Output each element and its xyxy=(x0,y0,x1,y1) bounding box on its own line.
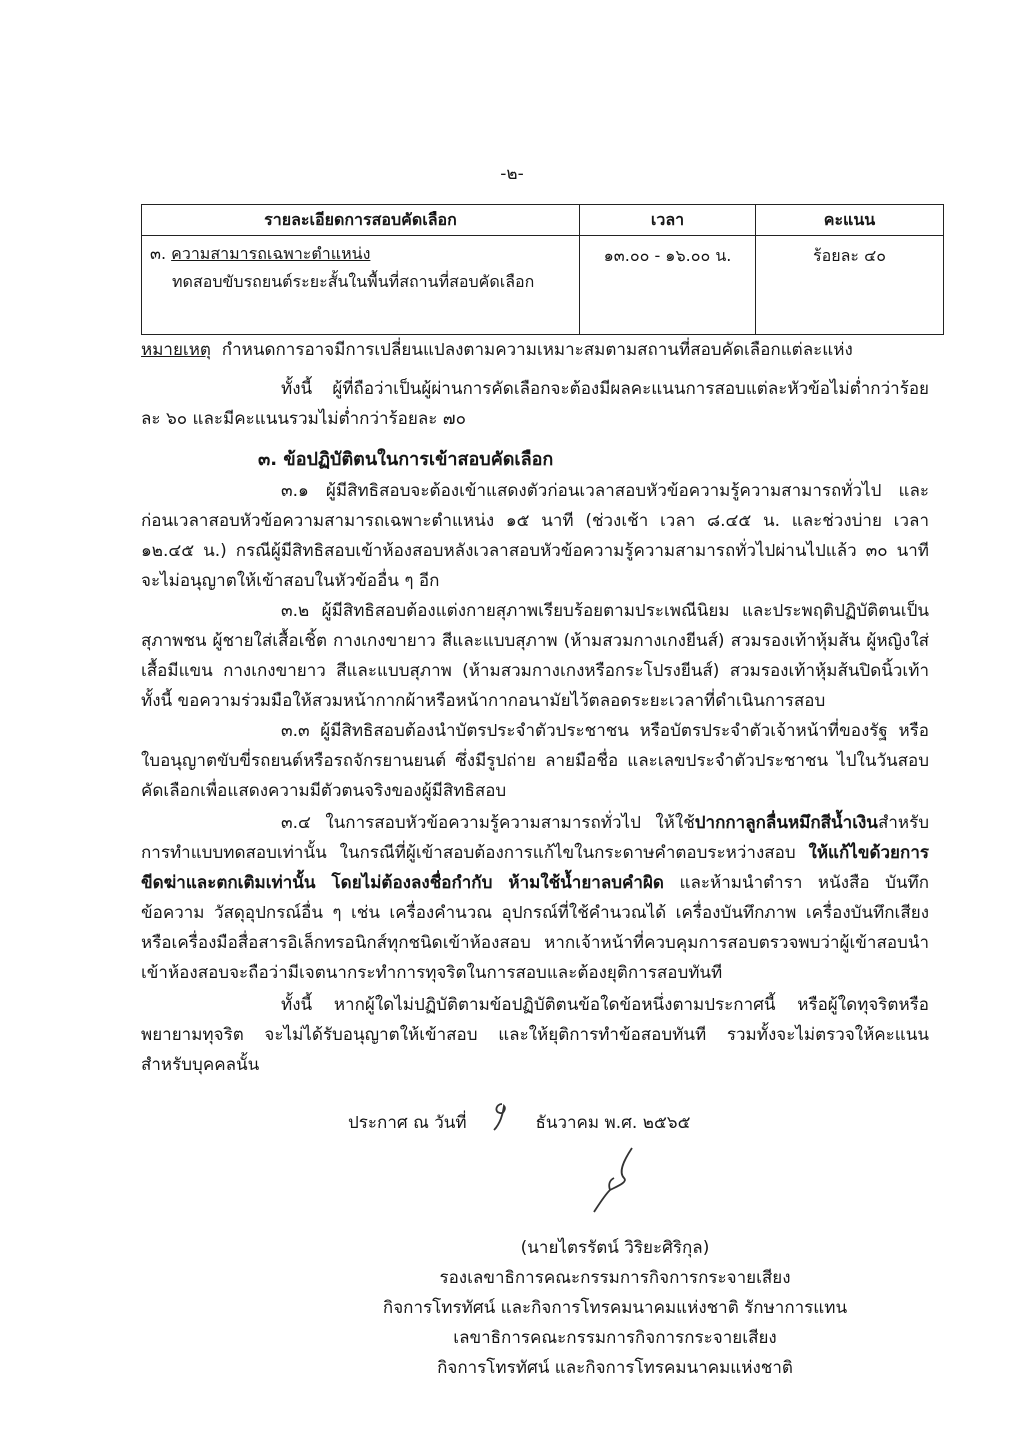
announcement-date-line xyxy=(348,1108,690,1136)
cell-time: ๑๓.๐๐ - ๑๖.๐๐ น. xyxy=(580,236,756,335)
table-row xyxy=(142,236,944,335)
signature-image xyxy=(580,1140,660,1225)
signatory-title-1: รองเลขาธิการคณะกรรมการกิจการกระจายเสียง xyxy=(439,1268,791,1288)
announcement-month-year: ธันวาคม พ.ศ. ๒๕๖๕ xyxy=(535,1113,691,1133)
paragraph-3-2 xyxy=(141,596,929,716)
item-title: ความสามารถเฉพาะตำแหน่ง xyxy=(171,244,371,263)
item-detail: ทดสอบขับรถยนต์ระยะสั้นในพื้นที่สถานที่สอบคัดเลือก xyxy=(172,272,535,291)
paragraph-3-1 xyxy=(141,476,929,596)
signatory-title-2: กิจการโทรทัศน์ และกิจการโทรคมนาคมแห่งชาติ รักษาการแทน xyxy=(382,1298,848,1318)
paragraph-3-1-text: ๓.๑ ผู้มีสิทธิสอบจะต้องเข้าแสดงตัวก่อนเวลาสอบหัวข้อความรู้ความสามารถทั่วไป และก่อนเวลาสอบหัวข้อความสามารถเฉพาะตำแหน่ง ๑๕ นาที (ช่วงเช้า เวลา ๘.๔๕ น. และช่วงบ่าย เวลา ๑๒.๔๕ น.) กรณีผู้มีสิทธิสอบเข้าห้องสอบหลังเวลาสอบหัวข้อความรู้ความสามารถทั่วไปผ่านไปแล้ว ๓๐ นาที จะไม่อนุญาตให้เข้าสอบในหัวข้ออื่น ๆ อีก xyxy=(141,481,929,591)
pass-criteria-text: ทั้งนี้ ผู้ที่ถือว่าเป็นผู้ผ่านการคัดเลือกจะต้องมีผลคะแนนการสอบแต่ละหัวข้อไม่ต่ำกว่าร้อยละ ๖๐ และมีคะแนนรวมไม่ต่ำกว่าร้อยละ ๗๐ xyxy=(141,379,929,429)
paragraph-3-3-text: ๓.๓ ผู้มีสิทธิสอบต้องนำบัตรประจำตัวประชาชน หรือบัตรประจำตัวเจ้าหน้าที่ของรัฐ หรือใบอนุญาตขับขี่รถยนต์หรือรถจักรยานยนต์ ซึ่งมีรูปถ่าย ลายมือชื่อ และเลขประจำตัวประชาชน ไปในวันสอบคัดเลือกเพื่อแสดงความมีตัวตนจริงของผู้มีสิทธิสอบ xyxy=(141,721,929,801)
note xyxy=(141,336,941,363)
page-number: -๒- xyxy=(500,164,524,184)
table-header-row xyxy=(142,205,944,236)
pass-criteria-paragraph xyxy=(141,374,929,434)
paragraph-3-4-d: ให้แก้ไขด้วยการขีดฆ่าและตกเติมเท่านั้น โดยไม่ต้องลงชื่อกำกับ ห้ามใช้น้ำยาลบคำผิด xyxy=(141,843,929,893)
handwritten-day xyxy=(472,1108,530,1128)
closing-text: ทั้งนี้ หากผู้ใดไม่ปฏิบัติตามข้อปฏิบัติตนข้อใดข้อหนึ่งตามประกาศนี้ หรือผู้ใดทุจริตหรือพยายามทุจริต จะไม่ได้รับอนุญาตให้เข้าสอบ และให้ยุติการทำข้อสอบทันที รวมทั้งจะไม่ตรวจให้คะแนนสำหรับบุคคลนั้น xyxy=(141,995,929,1075)
header-detail: รายละเอียดการสอบคัดเลือก xyxy=(142,205,580,236)
signatory-name: (นายไตรรัตน์ วิริยะศิริกุล) xyxy=(520,1238,710,1258)
signatory-title-3: เลขาธิการคณะกรรมการกิจการกระจายเสียง xyxy=(453,1328,777,1348)
paragraph-3-4 xyxy=(141,808,929,988)
paragraph-3-4-b: ปากกาลูกลื่นหมึกสีน้ำเงิน xyxy=(694,813,878,833)
header-score: คะแนน xyxy=(756,205,944,236)
signatory-title-4: กิจการโทรทัศน์ และกิจการโทรคมนาคมแห่งชาติ xyxy=(437,1358,793,1378)
exam-detail-table xyxy=(141,204,944,335)
paragraph-3-4-e: และห้ามนำตำรา หนังสือ บันทึกข้อความ วัสดุอุปกรณ์อื่น ๆ เช่น เครื่องคำนวณ อุปกรณ์ที่ใช้คำนวณได้ เครื่องบันทึกภาพ เครื่องบันทึกเสียง หรือเครื่องมือสื่อสารอิเล็กทรอนิกส์ทุกชนิดเข้าห้องสอบ หากเจ้าหน้าที่ควบคุมการสอบตรวจพบว่าผู้เข้าสอบนำเข้าห้องสอบจะถือว่ามีเจตนากระทำการทุจริตในการสอบและต้องยุติการสอบทันที xyxy=(141,873,929,983)
paragraph-3-3 xyxy=(141,716,929,806)
section-heading: ๓. ข้อปฏิบัติตนในการเข้าสอบคัดเลือก xyxy=(258,449,554,470)
paragraph-3-4-a: ๓.๔ ในการสอบหัวข้อความรู้ความสามารถทั่วไป ให้ใช้ xyxy=(281,813,695,833)
cell-score: ร้อยละ ๔๐ xyxy=(756,236,944,335)
announcement-prefix: ประกาศ ณ วันที่ xyxy=(348,1113,467,1133)
cell-detail xyxy=(142,236,580,335)
header-time: เวลา xyxy=(580,205,756,236)
item-prefix: ๓. xyxy=(150,244,167,263)
paragraph-3-2-text: ๓.๒ ผู้มีสิทธิสอบต้องแต่งกายสุภาพเรียบร้อยตามประเพณีนิยม และประพฤติปฏิบัติตนเป็นสุภาพชน ผู้ชายใส่เสื้อเชิ้ต กางเกงขายาว สีและแบบสุภาพ (ห้ามสวมกางเกงยีนส์) สวมรองเท้าหุ้มส้น ผู้หญิงใส่เสื้อมีแขน กางเกงขายาว สีและแบบสุภาพ (ห้ามสวมกางเกงหรือกระโปรงยีนส์) สวมรองเท้าหุ้มส้นปิดนิ้วเท้า ทั้งนี้ ขอความร่วมมือให้สวมหน้ากากผ้าหรือหน้ากากอนามัยไว้ตลอดระยะเวลาที่ดำเนินการสอบ xyxy=(141,601,929,711)
note-label: หมายเหตุ xyxy=(141,340,211,360)
paragraph-3-4-c: สำหรับการทำแบบทดสอบเท่านั้น ในกรณีที่ผู้เข้าสอบต้องการแก้ไขในกระดาษคำตอบระหว่างสอบ xyxy=(141,813,929,863)
closing-paragraph xyxy=(141,990,929,1080)
note-text: กำหนดการอาจมีการเปลี่ยนแปลงตามความเหมาะสมตามสถานที่สอบคัดเลือกแต่ละแห่ง xyxy=(221,340,853,360)
